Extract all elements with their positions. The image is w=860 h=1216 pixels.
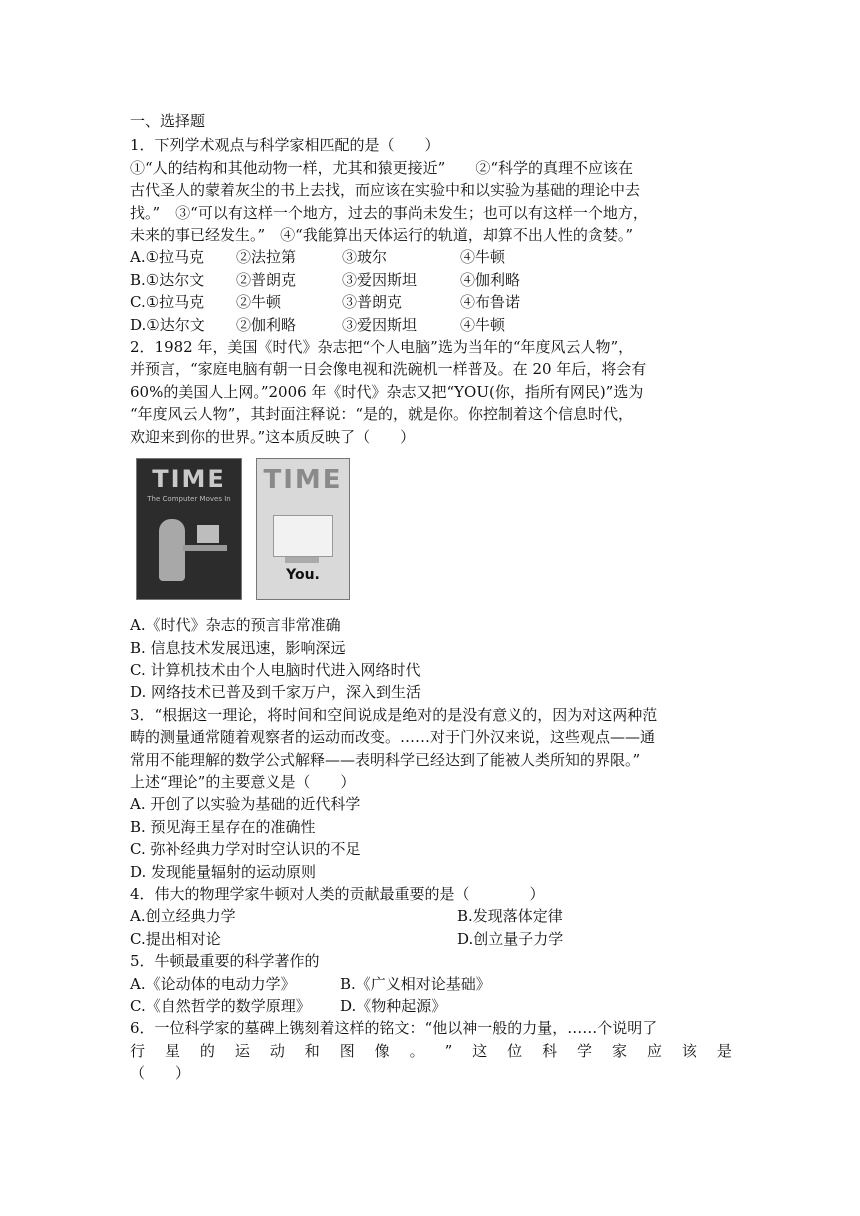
question-stem: 1．下列学术观点与科学家相匹配的是（ ） (130, 136, 440, 155)
option-b[interactable]: B.《广义相对论基础》 (340, 974, 491, 993)
spread-char: 应 (646, 1041, 662, 1060)
option-b[interactable]: B.发现落体定律 (457, 907, 563, 926)
question-line: “年度风云人物”，其封面注释说：“是的，就是你。你控制着这个信息时代， (130, 405, 634, 424)
spread-char: 像 (374, 1041, 390, 1060)
question-line: 6．一位科学家的墓碑上镌刻着这样的铭文：“他以神一般的力量，……个说明了 (130, 1019, 658, 1038)
question-line: 60%的美国人上网。”2006 年《时代》杂志又把“YOU(你，指所有网民)”选为 (130, 382, 644, 401)
option-c[interactable]: C. 弥补经典力学对时空认识的不足 (130, 840, 361, 859)
question-line: 2．1982 年，美国《时代》杂志把“个人电脑”选为当年的“年度风云人物”， (130, 338, 634, 357)
option-row (130, 995, 732, 1017)
spread-char: ” (444, 1041, 453, 1060)
spread-char: 行 (130, 1041, 146, 1060)
option-cell: ④牛顿 (460, 315, 506, 334)
monitor-screen-icon (273, 515, 333, 557)
option-a[interactable]: A. 开创了以实验为基础的近代科学 (130, 795, 361, 814)
question-stem: 5．牛顿最重要的科学著作的 (130, 952, 320, 971)
option-row-c[interactable] (130, 291, 732, 313)
question-2 (130, 336, 732, 704)
statement-line: ①“人的结构和其他动物一样，尤其和猿更接近” ②“科学的真理不应该在 (130, 158, 634, 177)
option-d[interactable]: D. 网络技术已普及到千家万户，深入到生活 (130, 683, 422, 702)
option-row (130, 905, 732, 927)
spread-char: 该 (681, 1041, 697, 1060)
question-content (130, 110, 732, 1085)
spread-char: 动 (269, 1041, 285, 1060)
option-a[interactable]: A.《论动体的电动力学》 (130, 974, 296, 993)
option-cell: A.①拉马克 (130, 248, 205, 267)
option-cell: ③爱因斯坦 (342, 315, 418, 334)
option-d[interactable]: D.《物种起源》 (340, 997, 447, 1015)
option-row-a[interactable] (130, 246, 732, 268)
option-cell: D.①达尔文 (130, 315, 205, 334)
spread-char: 和 (304, 1041, 320, 1060)
statement-line: 古代圣人的蒙着灰尘的书上去找，而应该在实验中和以实验为基础的理论中去 (130, 181, 641, 200)
keyboard-shape (285, 557, 319, 563)
computer-icon (197, 525, 219, 543)
question-line: 常用不能理解的数学公式解释——表明科学已经达到了能被人类所知的界限。” (130, 750, 641, 769)
question-3 (130, 704, 732, 883)
option-c[interactable]: C. 计算机技术由个人电脑时代进入网络时代 (130, 660, 421, 679)
option-cell: ③普朗克 (342, 293, 403, 312)
option-row-b[interactable] (130, 269, 732, 291)
magazine-covers-image (130, 448, 732, 614)
option-cell: ②伽利略 (236, 315, 297, 334)
option-cell: ④布鲁诺 (460, 293, 521, 312)
option-c[interactable]: C.提出相对论 (130, 929, 221, 948)
spread-char: 家 (612, 1041, 628, 1060)
option-a[interactable]: A.《时代》杂志的预言非常准确 (130, 616, 341, 635)
option-d[interactable]: D. 发现能量辐射的运动原则 (130, 862, 317, 881)
option-row (130, 973, 732, 995)
question-6 (130, 1017, 732, 1084)
spread-char: 的 (199, 1041, 215, 1060)
time-cover-2006 (256, 458, 350, 600)
time-cover-1982 (136, 458, 242, 600)
option-b[interactable]: B. 信息技术发展迅速，影响深远 (130, 638, 346, 657)
statement-line: 未来的事已经发生。” ④“我能算出天体运行的轨道，却算不出人性的贪婪。” (130, 226, 634, 245)
spread-char: 学 (577, 1041, 593, 1060)
spread-char: 科 (542, 1041, 558, 1060)
cover-subtitle: The Computer Moves In (147, 495, 231, 504)
question-4 (130, 883, 732, 950)
option-cell: ②法拉第 (236, 248, 297, 267)
section-title: 一、选择题 (130, 112, 206, 130)
cover-masthead: TIME (263, 465, 343, 496)
question-line: 3．“根据这一理论，将时间和空间说成是绝对的是没有意义的，因为对这两种范 (130, 705, 658, 724)
question-stem: 4．伟大的物理学家牛顿对人类的贡献最重要的是（ ） (130, 884, 545, 903)
question-line: 畴的测量通常随着观察者的运动而改变。……对于门外汉来说，这些观点——通 (130, 728, 656, 747)
option-row-d[interactable] (130, 314, 732, 336)
justified-line (130, 1040, 732, 1062)
cover-masthead: TIME (152, 465, 226, 494)
question-5 (130, 950, 732, 1017)
question-line: 欢迎来到你的世界。”这本质反映了（ ） (130, 427, 416, 446)
spread-char: 星 (164, 1041, 180, 1060)
option-cell: ③玻尔 (342, 248, 388, 267)
option-cell: ③爱因斯坦 (342, 270, 418, 289)
option-b[interactable]: B. 预见海王星存在的准确性 (130, 817, 316, 836)
spread-char: 是 (716, 1041, 732, 1060)
question-1 (130, 134, 732, 336)
question-line: 上述“理论”的主要意义是（ ） (130, 772, 356, 791)
spread-char: 位 (507, 1041, 523, 1060)
statement-line: 找。” ③“可以有这样一个地方，过去的事尚未发生；也可以有这样一个地方， (130, 203, 648, 222)
spread-char: 图 (339, 1041, 355, 1060)
option-cell: ④牛顿 (460, 248, 506, 267)
question-line: 并预言，“家庭电脑有朝一日会像电视和洗碗机一样普及。在 20 年后，将会有 (130, 360, 647, 379)
spread-char: 这 (472, 1041, 488, 1060)
desk-shape (183, 545, 227, 551)
option-a[interactable]: A.创立经典力学 (130, 907, 236, 926)
option-cell: C.①拉马克 (130, 293, 205, 312)
cover-headline: You. (286, 567, 320, 584)
option-cell: B.①达尔文 (130, 270, 205, 289)
spread-char: 。 (409, 1041, 425, 1060)
option-cell: ④伽利略 (460, 270, 521, 289)
option-cell: ②牛顿 (236, 293, 282, 312)
option-d[interactable]: D.创立量子力学 (457, 929, 564, 948)
spread-char: 运 (234, 1041, 250, 1060)
answer-blank: （ ） (130, 1064, 191, 1083)
option-c[interactable]: C.《自然哲学的数学原理》 (130, 997, 311, 1015)
option-cell: ②普朗克 (236, 270, 297, 289)
seated-figure-icon (159, 519, 185, 581)
option-row (130, 928, 732, 950)
